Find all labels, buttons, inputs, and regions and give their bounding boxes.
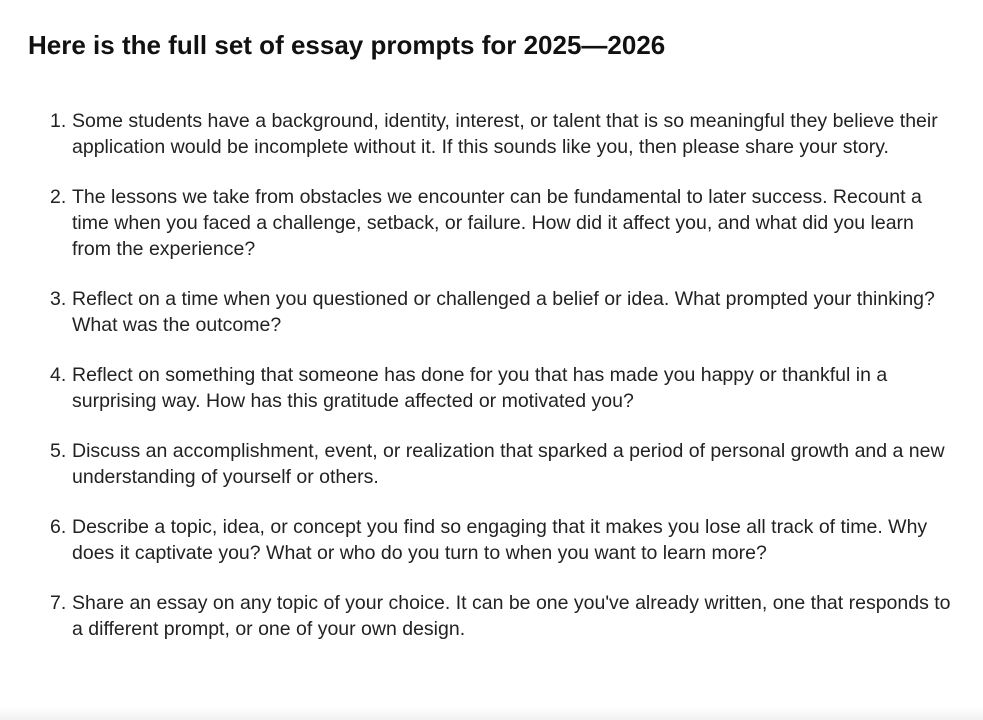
list-item-text: Some students have a background, identity, interest, or talent that is so meaningful they believe their application would be incomplete without it. If this sounds like you, then please share your story. xyxy=(72,110,938,158)
list-item xyxy=(50,362,955,414)
list-item-text: Discuss an accomplishment, event, or realization that sparked a period of personal growth and a new understanding of yourself or others. xyxy=(72,440,945,488)
list-item-number: 2. xyxy=(50,186,67,208)
list-item-text: The lessons we take from obstacles we encounter can be fundamental to later success. Recount a time when you faced a challenge, setback, or failure. How did it affect you, and what did you learn from the experience? xyxy=(72,186,922,260)
list-item-text: Reflect on a time when you questioned or challenged a belief or idea. What prompted your thinking? What was the outcome? xyxy=(72,288,935,336)
list-item-text: Reflect on something that someone has done for you that has made you happy or thankful in a surprising way. How has this gratitude affected or motivated you? xyxy=(72,364,888,412)
list-item-number: 1. xyxy=(50,110,67,132)
list-item-text: Share an essay on any topic of your choice. It can be one you've already written, one that responds to a different prompt, or one of your own design. xyxy=(72,592,951,640)
bottom-fade xyxy=(0,706,983,720)
list-item xyxy=(50,590,955,642)
list-item-number: 3. xyxy=(50,288,67,310)
list-item xyxy=(50,286,955,338)
list-item-number: 6. xyxy=(50,516,67,538)
list-item xyxy=(50,438,955,490)
page-title: Here is the full set of essay prompts for 2025—2026 xyxy=(28,30,666,60)
list-item-number: 7. xyxy=(50,592,67,614)
list-item-text: Describe a topic, idea, or concept you find so engaging that it makes you lose all track of time. Why does it captivate you? What or who do you turn to when you want to learn more? xyxy=(72,516,928,564)
prompt-list xyxy=(50,108,955,666)
list-item xyxy=(50,514,955,566)
list-item-number: 5. xyxy=(50,440,67,462)
list-item xyxy=(50,184,955,262)
list-item-number: 4. xyxy=(50,364,67,386)
list-item xyxy=(50,108,955,160)
